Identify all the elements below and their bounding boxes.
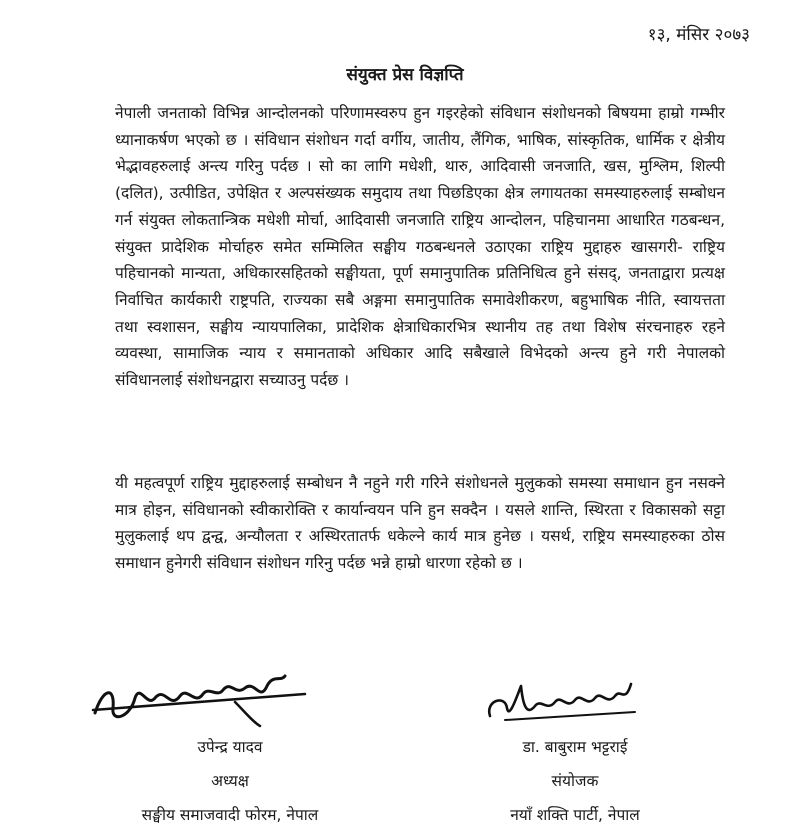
body-paragraph-2: यी महत्वपूर्ण राष्ट्रिय मुद्दाहरुलाई सम्बोधन नै नहुने गरी गरिने संशोधनले मुलुकको समस्या समाधान हुन नसक्ने मात्र होइन, संविधानको स्वीकारोक्ति र कार्यान्वयन पनि हुन सक्दैन । यसले शान्ति, स्थिरता र विकासको सट्टा मुलुकलाई थप द्वन्द्व, अन्यौलता र अस्थिरतातर्फ धकेल्ने कार्य मात्र हुनेछ । यसर्थ, राष्ट्रिय समस्याहरुका ठोस समाधान हुनेगरी संविधान संशोधन गरिनु पर्दछ भन्ने हाम्रो धारणा रहेको छ ।: [115, 474, 725, 573]
signature-right: [475, 676, 650, 728]
signatory-organization: नयाँ शक्ति पार्टी, नेपाल: [510, 806, 640, 824]
signatory-left: [105, 730, 355, 832]
signatory-role: अध्यक्ष: [211, 772, 249, 790]
signature-left: [85, 668, 310, 728]
body-paragraph-1: नेपाली जनताको विभिन्न आन्दोलनको परिणामस्वरुप हुन गइरहेको संविधान संशोधनको बिषयमा हाम्रो गम्भीर ध्यानाकर्षण भएको छ । संविधान संशोधन गर्दा वर्गीय, जातीय, लैंगिक, भाषिक, सांस्कृतिक, धार्मिक र क्षेत्रीय भेद्भावहरुलाई अन्त्य गरिनु पर्दछ । सो का लागि मधेशी, थारु, आदिवासी जनजाति, खस, मुश्लिम, शिल्पी (दलित), उत्पीडित, उपेक्षित र अल्पसंख्यक समुदाय तथा पिछडिएका क्षेत्र लगायतका समस्याहरुलाई सम्बोधन गर्न संयुक्त लोकतान्त्रिक मधेशी मोर्चा, आदिवासी जनजाति राष्ट्रिय आन्दोलन, पहिचानमा आधारित गठबन्धन, संयुक्त प्रादेशिक मोर्चाहरु समेत सम्मिलित सङ्घीय गठबन्धनले उठाएका राष्ट्रिय मुद्दाहरु खासगरी- राष्ट्रिय पहिचानको मान्यता, अधिकारसहितको सङ्घीयता, पूर्ण समानुपातिक प्रतिनिधित्व हुने संसद्, जनताद्वारा प्रत्यक्ष निर्वाचित कार्यकारी राष्ट्रपति, राज्यका सबै अङ्गमा समानुपातिक समावेशीकरण, बहुभाषिक नीति, स्वायत्तता तथा स्वशासन, सङ्घीय न्यायपालिका, प्रादेशिक क्षेत्राधिकारभित्र स्थानीय तह तथा विशेष संरचनाहरु रहने व्यवस्था, सामाजिक न्याय र समानताको अधिकार आदि सबैखाले विभेदको अन्त्य हुने गरी नेपालको संविधानलाई संशोधनद्वारा सच्याउनु पर्दछ ।: [115, 104, 725, 390]
signatory-name: डा. बाबुराम भट्टराई: [522, 738, 628, 756]
press-release-date: १३, मंसिर २०७३: [647, 25, 750, 45]
signatory-role: संयोजक: [551, 772, 599, 790]
signatory-name: उपेन्द्र यादव: [197, 738, 263, 756]
signatory-organization: सङ्घीय समाजवादी फोरम, नेपाल: [141, 806, 319, 824]
press-release-title: संयुक्त प्रेस विज्ञप्ति: [346, 65, 464, 85]
signatory-right: [455, 730, 695, 832]
